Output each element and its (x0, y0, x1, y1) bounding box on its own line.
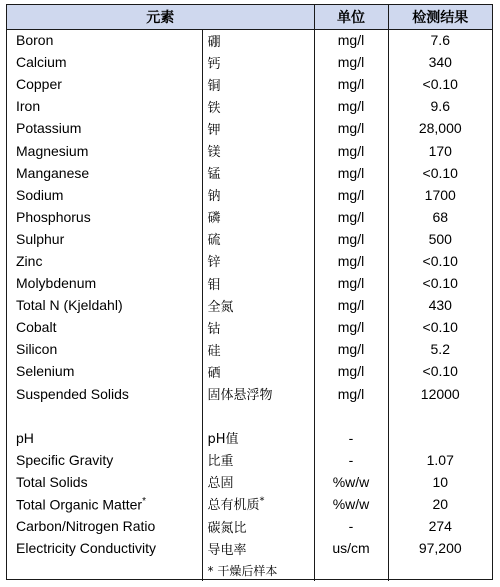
row-name: Magnesium (16, 142, 89, 159)
row-value: 430 (388, 294, 492, 316)
row-unit: - (314, 515, 388, 537)
row-unit: - (314, 427, 388, 449)
row-name: Total Solids (16, 473, 88, 490)
row-value: <0.10 (388, 162, 492, 184)
row-cn-text: 总有机质 (207, 498, 260, 514)
row-unit: mg/l (314, 29, 388, 51)
results-table (7, 5, 492, 581)
row-cn-name: 磷 (202, 206, 314, 228)
table-row (7, 139, 492, 161)
row-name: Boron (16, 32, 54, 49)
table-row (7, 493, 492, 515)
row-name: Total N (Kjeldahl) (16, 297, 123, 314)
row-unit: %w/w (314, 471, 388, 493)
footnote-row (7, 559, 492, 581)
table-row (7, 360, 492, 382)
table-row (7, 73, 492, 95)
header-result: 检测结果 (388, 5, 492, 29)
row-value: 170 (388, 139, 492, 161)
row-cn-name: 钠 (202, 184, 314, 206)
row-cn-name: 比重 (202, 449, 314, 471)
row-cn-name: 钴 (202, 316, 314, 338)
table-row (7, 250, 492, 272)
row-name: Silicon (16, 341, 58, 358)
row-value: 340 (388, 51, 492, 73)
row-name: Suspended Solids (16, 385, 129, 402)
row-cn-name: 导电率 (202, 537, 314, 559)
table-row (7, 29, 492, 51)
table-row (7, 51, 492, 73)
row-unit: mg/l (314, 184, 388, 206)
spacer-row (7, 405, 492, 427)
row-value: 20 (388, 493, 492, 515)
row-name: Electricity Conductivity (16, 540, 157, 557)
row-name: Potassium (16, 120, 82, 137)
row-cn-name: 铁 (202, 95, 314, 117)
table-row (7, 117, 492, 139)
row-value: 97,200 (388, 537, 492, 559)
row-cn-name: 钾 (202, 117, 314, 139)
row-unit: us/cm (314, 537, 388, 559)
table-row (7, 338, 492, 360)
row-cn-name: 碳氮比 (202, 515, 314, 537)
row-value: <0.10 (388, 316, 492, 338)
row-value: <0.10 (388, 272, 492, 294)
table-row (7, 427, 492, 449)
row-value: 1700 (388, 184, 492, 206)
row-value: 500 (388, 228, 492, 250)
asterisk-mark: * (142, 495, 146, 507)
row-cn-name: 钙 (202, 51, 314, 73)
row-unit: mg/l (314, 73, 388, 95)
table-row (7, 383, 492, 405)
row-value: 274 (388, 515, 492, 537)
row-cn-name: 总固 (202, 471, 314, 493)
row-value (388, 427, 492, 449)
row-value: 7.6 (388, 29, 492, 51)
row-cn-name: 钼 (202, 272, 314, 294)
row-name: Selenium (16, 363, 75, 380)
row-unit: mg/l (314, 95, 388, 117)
row-unit: %w/w (314, 493, 388, 515)
row-value: <0.10 (388, 250, 492, 272)
row-cn-name: 全氮 (202, 294, 314, 316)
row-value: <0.10 (388, 360, 492, 382)
row-cn-name: 锰 (202, 162, 314, 184)
row-value: 9.6 (388, 95, 492, 117)
table-row (7, 184, 492, 206)
row-cn-name: 硒 (202, 360, 314, 382)
row-value: 10 (388, 471, 492, 493)
row-unit: mg/l (314, 360, 388, 382)
row-unit: mg/l (314, 206, 388, 228)
table-header-row (7, 5, 492, 29)
row-unit: mg/l (314, 294, 388, 316)
row-value: 12000 (388, 383, 492, 405)
header-element: 元素 (7, 5, 314, 29)
row-name: pH (16, 429, 34, 446)
table-row (7, 162, 492, 184)
row-cn-name: 铜 (202, 73, 314, 95)
row-cn-name: 硫 (202, 228, 314, 250)
table-row (7, 95, 492, 117)
row-unit: mg/l (314, 250, 388, 272)
row-name: Manganese (16, 164, 90, 181)
row-unit: mg/l (314, 51, 388, 73)
row-cn-name: 锌 (202, 250, 314, 272)
row-name-text: Total Organic Matter (16, 496, 143, 513)
table-row (7, 228, 492, 250)
row-name: Calcium (16, 54, 67, 71)
row-name: Cobalt (16, 319, 57, 336)
row-name: Zinc (16, 252, 43, 269)
row-name: Phosphorus (16, 208, 91, 225)
row-cn-name: 硅 (202, 338, 314, 360)
asterisk-mark: * (259, 496, 265, 508)
table-row (7, 537, 492, 559)
row-name: Molybdenum (16, 275, 97, 292)
table-row (7, 206, 492, 228)
row-unit: mg/l (314, 316, 388, 338)
row-value: 5.2 (388, 338, 492, 360)
row-name (7, 493, 202, 515)
row-name: Copper (16, 76, 62, 93)
row-name: Specific Gravity (16, 451, 114, 468)
row-unit: mg/l (314, 383, 388, 405)
table-row (7, 449, 492, 471)
footnote: * 干燥后样本 (202, 559, 314, 581)
row-name: Sulphur (16, 230, 65, 247)
table-row (7, 316, 492, 338)
row-cn-name: 镁 (202, 139, 314, 161)
table-row (7, 294, 492, 316)
row-value: 1.07 (388, 449, 492, 471)
table-row (7, 471, 492, 493)
row-cn-name (202, 493, 314, 515)
table-row (7, 515, 492, 537)
row-value: 68 (388, 206, 492, 228)
row-name: Carbon/Nitrogen Ratio (16, 518, 156, 535)
row-unit: mg/l (314, 162, 388, 184)
row-cn-name: 硼 (202, 29, 314, 51)
row-unit: - (314, 449, 388, 471)
row-unit: mg/l (314, 272, 388, 294)
row-unit: mg/l (314, 228, 388, 250)
row-unit: mg/l (314, 338, 388, 360)
header-unit: 单位 (314, 5, 388, 29)
row-name: Sodium (16, 186, 64, 203)
row-cn-name: 固体悬浮物 (202, 383, 314, 405)
row-unit: mg/l (314, 139, 388, 161)
row-unit: mg/l (314, 117, 388, 139)
row-value: <0.10 (388, 73, 492, 95)
row-value: 28,000 (388, 117, 492, 139)
results-table-frame (6, 4, 493, 580)
table-body (7, 29, 492, 581)
table-row (7, 272, 492, 294)
row-cn-name: pH值 (202, 427, 314, 449)
row-name: Iron (16, 98, 41, 115)
